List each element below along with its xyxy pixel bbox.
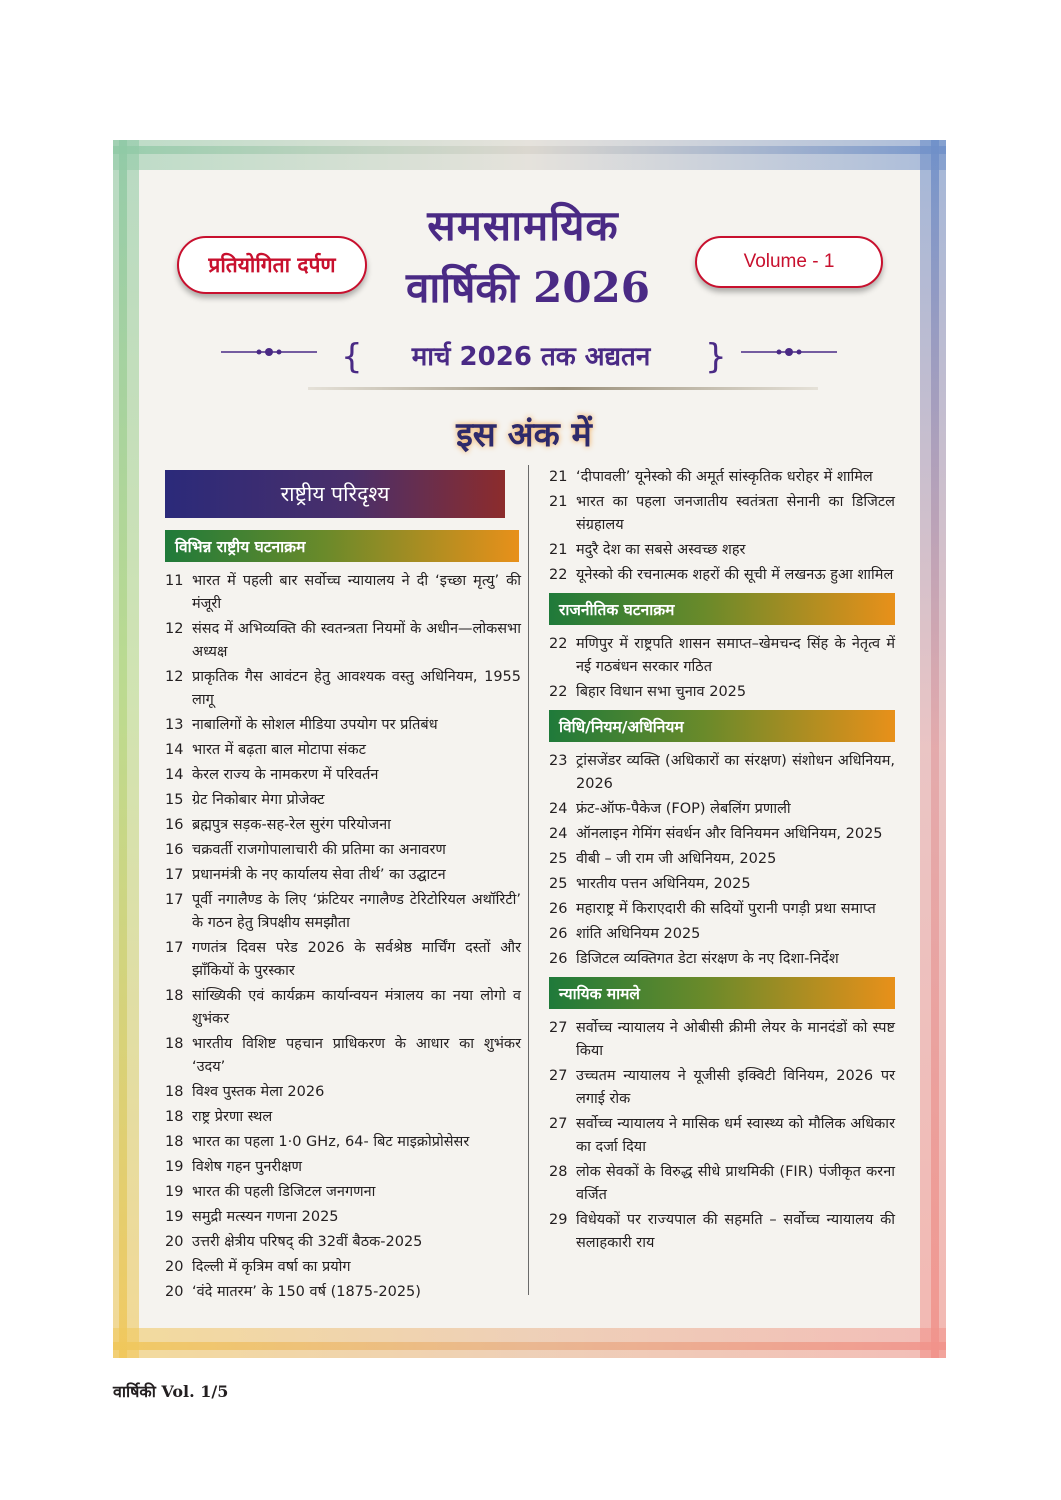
toc-entry-title: राष्ट्र प्रेरणा स्थल	[192, 1109, 273, 1125]
toc-entry-title: ब्रह्मपुत्र सड़क-सह-रेल सुरंग परियोजना	[192, 817, 391, 833]
toc-page-number: 19	[165, 1184, 184, 1200]
toc-entry-title: ‘वंदे मातरम’ के 150 वर्ष (1875-2025)	[192, 1284, 421, 1300]
brace-left-icon: {	[341, 337, 363, 377]
toc-page-number: 13	[165, 717, 184, 733]
toc-entry-title: ट्रांसजेंडर व्यक्ति (अधिकारों का संरक्षण) संशोधन अधिनियम, 2026	[576, 753, 895, 792]
toc-page-number: 11	[165, 573, 184, 589]
toc-entry-title: सांख्यिकी एवं कार्यक्रम कार्यान्वयन मंत्रालय का नया लोगो व शुभंकर	[192, 988, 521, 1027]
toc-entry	[165, 864, 521, 887]
right-column	[549, 466, 895, 1257]
toc-entry-title: प्रधानमंत्री के नए कार्यालय सेवा तीर्थ’ का उद्घाटन	[192, 867, 446, 883]
toc-entry-title: भारत में पहली बार सर्वोच्च न्यायालय ने दी ‘इच्छा मृत्यु’ की मंजूरी	[192, 573, 521, 612]
toc-page-number: 22	[549, 684, 568, 700]
toc-entry	[165, 714, 521, 737]
toc-entry-title: गणतंत्र दिवस परेड 2026 के सर्वश्रेष्ठ मार्चिंग दस्तों और झाँकियों के पुरस्कार	[192, 940, 521, 979]
title-line-1: समसामयिक	[427, 201, 619, 250]
toc-page-number: 26	[549, 901, 568, 917]
toc-page-number: 17	[165, 892, 184, 908]
toc-page-number: 18	[165, 1134, 184, 1150]
ornament-right-icon	[741, 344, 837, 360]
toc-entry	[165, 570, 521, 616]
toc-page-number: 29	[549, 1212, 568, 1228]
toc-entry-title: फ्रंट-ऑफ-पैकेज (FOP) लेबलिंग प्रणाली	[576, 801, 791, 817]
toc-entry-title: ग्रेट निकोबार मेगा प्रोजेक्ट	[192, 792, 325, 808]
toc-page-number: 14	[165, 767, 184, 783]
toc-entry-title: भारतीय पत्तन अधिनियम, 2025	[576, 876, 751, 892]
toc-page-number: 15	[165, 792, 184, 808]
toc-page-number: 26	[549, 951, 568, 967]
toc-entry-title: डिजिटल व्यक्तिगत डेटा संरक्षण के नए दिशा-निर्देश	[576, 951, 839, 967]
toc-page-number: 25	[549, 876, 568, 892]
section-heading-political: राजनीतिक घटनाक्रम	[549, 593, 895, 625]
subtitle: मार्च 2026 तक अद्यतन	[411, 342, 651, 372]
toc-entry-title: ऑनलाइन गेमिंग संवर्धन और विनियमन अधिनियम, 2025	[576, 826, 883, 842]
toc-page-number: 18	[165, 1036, 184, 1052]
toc-page-number: 14	[165, 742, 184, 758]
toc-entry	[549, 873, 895, 896]
toc-entry-title: संसद में अभिव्यक्ति की स्वतन्त्रता नियमों के अधीन—लोकसभा अध्यक्ष	[192, 621, 521, 660]
toc-entry-title: भारत का पहला 1·0 GHz, 64- बिट माइक्रोप्रोसेसर	[192, 1134, 470, 1150]
toc-entry-title: भारत में बढ़ता बाल मोटापा संकट	[192, 742, 366, 758]
toc-page-number: 16	[165, 842, 184, 858]
toc-page-number: 12	[165, 669, 184, 685]
toc-entry-title: समुद्री मत्स्यन गणना 2025	[192, 1209, 339, 1225]
toc-entry-title: मदुरै देश का सबसे अस्वच्छ शहर	[576, 542, 746, 558]
toc-page-number: 19	[165, 1159, 184, 1175]
toc-entry	[165, 1081, 521, 1104]
toc-entry-title: भारत का पहला जनजातीय स्वतंत्रता सेनानी का डिजिटल संग्रहालय	[576, 494, 895, 533]
header-rule	[308, 387, 818, 390]
toc-entry	[549, 539, 895, 562]
ornament-left-icon	[221, 344, 317, 360]
toc-entry	[549, 1017, 895, 1063]
toc-entry-title: उच्चतम न्यायालय ने यूजीसी इक्विटी विनियम, 2026 पर लगाई रोक	[576, 1068, 895, 1107]
judicial-items-list	[549, 1017, 895, 1255]
toc-entry	[165, 618, 521, 664]
toc-entry	[549, 948, 895, 971]
national-items-continued	[549, 466, 895, 587]
toc-entry	[549, 1065, 895, 1111]
toc-page-number: 27	[549, 1116, 568, 1132]
toc-entry	[549, 823, 895, 846]
toc-entry	[165, 1106, 521, 1129]
toc-entry	[549, 633, 895, 679]
toc-entry-title: ‘दीपावली’ यूनेस्को की अमूर्त सांस्कृतिक धरोहर में शामिल	[576, 469, 873, 485]
toc-entry	[165, 764, 521, 787]
toc-entry-title: महाराष्ट्र में किराएदारी की सदियों पुरानी पगड़ी प्रथा समाप्त	[576, 901, 876, 917]
volume-label: Volume - 1	[743, 251, 835, 272]
toc-entry	[549, 1161, 895, 1207]
toc-entry	[549, 848, 895, 871]
volume-badge	[695, 236, 883, 288]
toc-entry	[165, 789, 521, 812]
toc-entry	[549, 923, 895, 946]
toc-entry-title: भारत की पहली डिजिटल जनगणना	[192, 1184, 376, 1200]
toc-entry	[549, 898, 895, 921]
toc-entry-title: यूनेस्को की रचनात्मक शहरों की सूची में लखनऊ हुआ शामिल	[576, 567, 894, 583]
toc-entry-title: पूर्वी नगालैण्ड के लिए ‘फ्रंटियर नगालैण्ड टेरिटोरियल अथॉरिटी’ के गठन हेतु त्रिपक्षीय समझौता	[192, 892, 521, 931]
toc-entry-title: मणिपुर में राष्ट्रपति शासन समाप्त–खेमचन्द सिंह के नेतृत्व में नई गठबंधन सरकार गठित	[576, 636, 895, 675]
toc-entry-title: केरल राज्य के नामकरण में परिवर्तन	[192, 767, 379, 783]
toc-entry-title: शांति अधिनियम 2025	[576, 926, 701, 942]
toc-page-number: 24	[549, 826, 568, 842]
toc-page-number: 19	[165, 1209, 184, 1225]
toc-page-number: 18	[165, 988, 184, 1004]
toc-entry	[165, 814, 521, 837]
toc-entry	[549, 491, 895, 537]
toc-page-number: 25	[549, 851, 568, 867]
toc-page-number: 23	[549, 753, 568, 769]
toc-page-number: 20	[165, 1234, 184, 1250]
toc-entry	[165, 1231, 521, 1254]
toc-page-number: 27	[549, 1068, 568, 1084]
title-line-2: वार्षिकी 2026	[405, 263, 651, 312]
toc-entry	[165, 1131, 521, 1154]
toc-entry-title: वीबी – जी राम जी अधिनियम, 2025	[576, 851, 777, 867]
toc-entry-title: चक्रवर्ती राजगोपालाचारी की प्रतिमा का अनावरण	[192, 842, 446, 858]
toc-entry	[549, 750, 895, 796]
page-footer: वार्षिकी Vol. 1/5	[113, 1382, 229, 1401]
national-banner: राष्ट्रीय परिदृश्य	[165, 470, 505, 518]
toc-entry	[165, 1181, 521, 1204]
toc-entry	[165, 1281, 521, 1304]
brand-name: प्रतियोगिता दर्पण	[208, 252, 336, 277]
toc-page-number: 20	[165, 1284, 184, 1300]
toc-page-number: 17	[165, 940, 184, 956]
national-items-list	[165, 570, 521, 1304]
toc-page-number: 21	[549, 494, 568, 510]
toc-page-number: 16	[165, 817, 184, 833]
toc-entry-title: भारतीय विशिष्ट पहचान प्राधिकरण के आधार का शुभंकर ‘उदय’	[192, 1036, 521, 1075]
toc-entry	[549, 564, 895, 587]
toc-entry	[549, 1113, 895, 1159]
section-heading-law: विधि/नियम/अधिनियम	[549, 710, 895, 742]
toc-page-number: 26	[549, 926, 568, 942]
toc-entry-title: सर्वोच्च न्यायालय ने मासिक धर्म स्वास्थ्य को मौलिक अधिकार का दर्जा दिया	[576, 1116, 895, 1155]
toc-page-number: 21	[549, 542, 568, 558]
toc-entry-title: विधेयकों पर राज्यपाल की सहमति – सर्वोच्च न्यायालय की सलाहकारी राय	[576, 1212, 895, 1251]
page-frame	[113, 140, 946, 1358]
toc-entry	[549, 798, 895, 821]
column-divider	[528, 465, 529, 1295]
toc-page-number: 12	[165, 621, 184, 637]
toc-entry	[165, 839, 521, 862]
brace-right-icon: }	[705, 337, 727, 377]
toc-page-number: 27	[549, 1020, 568, 1036]
toc-entry	[165, 739, 521, 762]
toc-entry	[549, 681, 895, 704]
toc-page-number: 22	[549, 636, 568, 652]
toc-page-number: 17	[165, 867, 184, 883]
toc-entry-title: नाबालिगों के सोशल मीडिया उपयोग पर प्रतिबंध	[192, 717, 438, 733]
toc-page-number: 21	[549, 469, 568, 485]
toc-entry-title: विशेष गहन पुनरीक्षण	[192, 1159, 303, 1175]
toc-entry-title: प्राकृतिक गैस आवंटन हेतु आवश्यक वस्तु अधिनियम, 1955 लागू	[192, 669, 521, 708]
law-items-list	[549, 750, 895, 971]
toc-page-number: 28	[549, 1164, 568, 1180]
toc-entry-title: लोक सेवकों के विरुद्ध सीधे प्राथमिकी (FIR) पंजीकृत करना वर्जित	[576, 1164, 895, 1203]
toc-page-number: 24	[549, 801, 568, 817]
toc-entry	[165, 985, 521, 1031]
toc-entry	[165, 1256, 521, 1279]
toc-entry	[165, 1033, 521, 1079]
toc-entry	[549, 466, 895, 489]
toc-entry-title: उत्तरी क्षेत्रीय परिषद् की 32वीं बैठक-2025	[192, 1234, 423, 1250]
toc-page-number: 18	[165, 1084, 184, 1100]
toc-entry-title: दिल्ली में कृत्रिम वर्षा का प्रयोग	[192, 1259, 351, 1275]
toc-entry	[165, 1206, 521, 1229]
toc-entry	[165, 666, 521, 712]
toc-entry-title: बिहार विधान सभा चुनाव 2025	[576, 684, 747, 700]
toc-entry	[165, 1156, 521, 1179]
toc-entry-title: सर्वोच्च न्यायालय ने ओबीसी क्रीमी लेयर के मानदंडों को स्पष्ट किया	[576, 1020, 895, 1059]
brand-logo	[177, 236, 367, 294]
left-column	[165, 470, 521, 1306]
toc-page-number: 18	[165, 1109, 184, 1125]
toc-entry	[165, 937, 521, 983]
toc-entry	[165, 889, 521, 935]
toc-page-number: 22	[549, 567, 568, 583]
section-heading-national: विभिन्न राष्ट्रीय घटनाक्रम	[165, 530, 519, 562]
toc-page-number: 20	[165, 1259, 184, 1275]
toc-entry-title: विश्व पुस्तक मेला 2026	[192, 1084, 325, 1100]
toc-entry	[549, 1209, 895, 1255]
political-items-list	[549, 633, 895, 704]
section-heading-judicial: न्यायिक मामले	[549, 977, 895, 1009]
issue-heading: इस अंक में	[456, 415, 592, 455]
